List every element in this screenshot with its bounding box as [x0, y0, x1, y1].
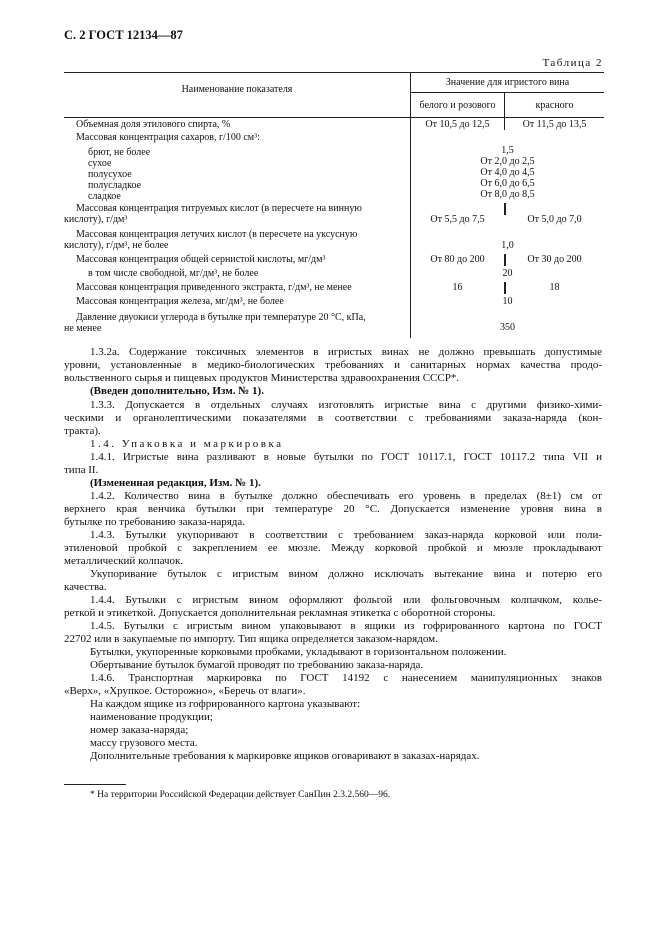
row-co2-value: 350: [500, 322, 515, 333]
row-vol-label-line2: кислоту), г/дм³, не более: [64, 240, 169, 251]
note-introduced: (Введен дополнительно, Изм. № 1).: [90, 385, 264, 397]
row-sweet-value: От 8,0 до 8,5: [480, 189, 535, 200]
p-1-4-3-line3: металлический колпачок.: [64, 555, 184, 567]
col-header-white: белого и розового: [419, 100, 496, 111]
row-iron-label: Массовая концентрация железа, мг/дм³, не более: [76, 296, 284, 307]
list-item: наименование продукции;: [90, 711, 213, 723]
row-titr-red: От 5,0 до 7,0: [527, 214, 582, 225]
row-titr-white: От 5,5 до 7,5: [430, 214, 485, 225]
p-1-4-3-line1: 1.4.3. Бутылки укупоривают в соответствии с требованием заказ-наряда корковой или поли-: [90, 529, 602, 541]
row-extract-white: 16: [452, 282, 463, 293]
table-caption: Таблица 2: [542, 57, 603, 69]
p-1-4-6-line1: 1.4.6. Транспортная маркировка по ГОСТ 14192 с нанесением манипуляционных знаков: [90, 672, 602, 684]
p-1-3-2a-line2: уровни, установленные в медико-биологических требованиях и санитарных нормах качества продо-: [64, 359, 602, 371]
col-header-name: Наименование показателя: [181, 84, 293, 95]
row-dry-value: От 2,0 до 2,5: [480, 156, 535, 167]
p-1-4-5c: Обертывание бутылок бумагой проводят по требованию заказа-наряда.: [90, 659, 424, 671]
p-1-4-5-line1: 1.4.5. Бутылки с игристым вином упаковывают в ящики из гофрированного картона по ГОСТ: [90, 620, 602, 632]
p-1-4-3-line2: этиленовой пробкой с закреплением ее мюзле. Между корковой пробкой и мюзле прокладывают: [64, 542, 602, 554]
p-1-3-3-line3: тракта).: [64, 425, 101, 437]
p-1-4-2-line1: 1.4.2. Количество вина в бутылке должно обеспечивать его уровень в пределах (8±1) см от: [90, 490, 602, 502]
row-so2free-label: в том числе свободной, мг/дм³, не более: [88, 268, 259, 279]
footnote: * На территории Российской Федерации действует СанПин 2.3.2.560—96.: [90, 790, 391, 800]
row-extract-red: 18: [549, 282, 560, 293]
header-split-line: [410, 92, 604, 93]
p-1-3-3-line1: 1.3.3. Допускается в отдельных случаях изготовлять игристые вина с другими физико-хими-: [90, 399, 602, 411]
row-co2-label-line1: Давление двуокиси углерода в бутылке при температуре 20 °С, кПа,: [76, 312, 366, 323]
row-semidry-label: полусухое: [88, 169, 132, 180]
p-1-4-5-line2: 22702 или в закупаемые по импорту. Тип ящика определяется заказом-нарядом.: [64, 633, 438, 645]
footnote-rule: [64, 784, 126, 785]
row-semidry-value: От 4,0 до 4,5: [480, 167, 535, 178]
p-1-3-2a-line3: вольственного сырья и пищевых продуктов Министерства здравоохранения СССР*.: [64, 372, 460, 384]
p-1-3-3-line2: ческими и органолептическими показателями в соответствии с требованиями заказа-наряда (кон-: [64, 412, 602, 424]
p-1-4-2-line3: бутылке по требованию заказа-наряда.: [64, 516, 246, 528]
p-1-4-3b-line1: Укупоривание бутылок с игристым вином должно исключать вытекание вина и потерю его: [90, 568, 602, 580]
row-vol-value: 1,0: [501, 240, 514, 251]
p-1-4-3b-line2: качества.: [64, 581, 107, 593]
row-titr-label-line2: кислоту), г/дм³: [64, 214, 128, 225]
col-header-value: Значение для игристого вина: [445, 77, 570, 88]
p-1-4-6-line2: «Верх», «Хрупкое. Осторожно», «Беречь от влаги».: [64, 685, 306, 697]
p-1-4-2-line2: верхнего края венчика бутылки при температуре 20 °С. Допускается изменение уровня вина в: [64, 503, 602, 515]
row-co2-label-line2: не менее: [64, 323, 102, 334]
row-dry-label: сухое: [88, 158, 112, 169]
p-1-4-6b: На каждом ящике из гофрированного картона указывают:: [90, 698, 361, 710]
row-brut-value: 1,5: [501, 145, 514, 156]
note-amended: (Измененная редакция, Изм. № 1).: [90, 477, 261, 489]
row-iron-value: 10: [502, 296, 513, 307]
p-1-4-1-line2: типа II.: [64, 464, 99, 476]
p-1-4-1-line1: 1.4.1. Игристые вина разливают в новые бутылки по ГОСТ 10117.1, ГОСТ 10117.2 типа VII и: [90, 451, 602, 463]
page-header: С. 2 ГОСТ 12134—87: [64, 28, 183, 42]
row-sweet-label: сладкое: [88, 191, 121, 202]
row-semisweet-value: От 6,0 до 6,5: [480, 178, 535, 189]
row-so2-white: От 80 до 200: [430, 254, 485, 265]
row-ethanol-white: От 10,5 до 12,5: [425, 119, 490, 130]
p-1-4-4-line2: реткой и этикеткой. Допускается дополнительная рекламная этикетка с оборотной стороны.: [64, 607, 496, 619]
row-ethanol-red: От 11,5 до 13,5: [522, 119, 587, 130]
row-vol-label-line1: Массовая концентрация летучих кислот (в пересчете на уксусную: [76, 229, 358, 240]
row-so2free-value: 20: [502, 268, 513, 279]
p-1-3-2a-line1: 1.3.2а. Содержание токсичных элементов в игристых винах не должно превышать допустимые: [90, 346, 602, 358]
row-so2-red: От 30 до 200: [527, 254, 582, 265]
section-1-4-title: 1.4. Упаковка и маркировка: [90, 438, 284, 450]
header-bottom-border: [64, 117, 604, 118]
col-header-red: красного: [535, 100, 574, 111]
list-item: массу грузового места.: [90, 737, 198, 749]
p-1-4-5b: Бутылки, укупоренные корковыми пробками, укладывают в горизонтальном положении.: [90, 646, 507, 658]
row-so2-label: Массовая концентрация общей сернистой кислоты, мг/дм³: [76, 254, 326, 265]
row-brut-label: брют, не более: [88, 147, 151, 158]
row-ethanol-label: Объемная доля этилового спирта, %: [76, 119, 231, 130]
row-sugar-label: Массовая концентрация сахаров, г/100 см³:: [76, 132, 260, 143]
p-1-4-6c: Дополнительные требования к маркировке ящиков оговаривают в заказах-нарядах.: [90, 750, 480, 762]
row-titr-label-line1: Массовая концентрация титруемых кислот (в пересчете на винную: [76, 203, 362, 214]
table-top-border: [64, 72, 604, 73]
table-2: [64, 72, 604, 338]
list-item: номер заказа-наряда;: [90, 724, 189, 736]
row-extract-label: Массовая концентрация приведенного экстракта, г/дм³, не менее: [76, 282, 352, 293]
p-1-4-4-line1: 1.4.4. Бутылки с игристым вином оформляют фольгой или фольговочным колпачком, колье-: [90, 594, 602, 606]
row-semisweet-label: полусладкое: [88, 180, 142, 191]
